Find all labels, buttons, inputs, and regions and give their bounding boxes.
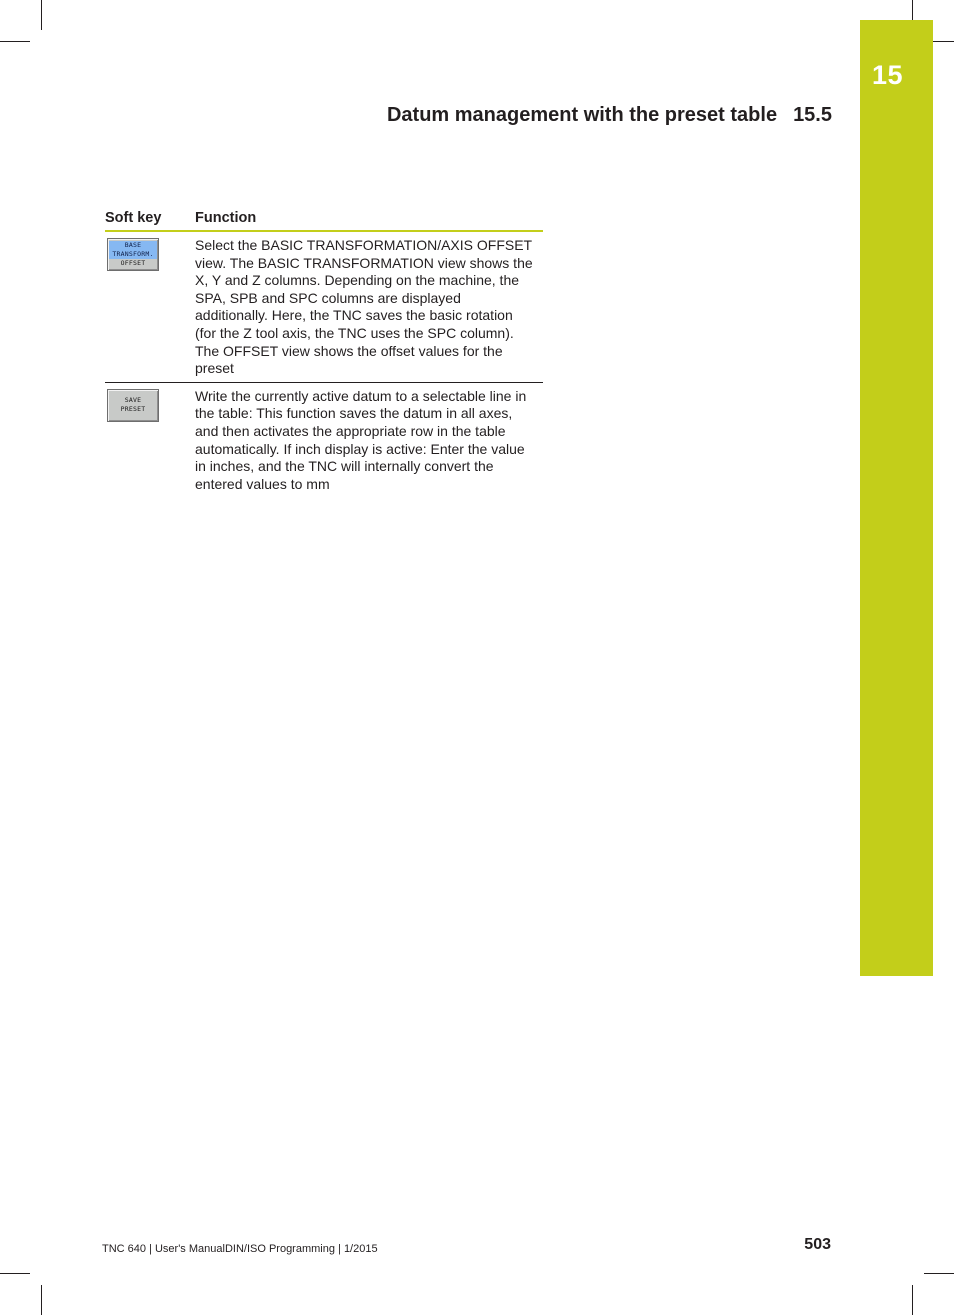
table-row [105,232,543,383]
function-description: Select the BASIC TRANSFORMATION/AXIS OFFSET view. The BASIC TRANSFORMATION view shows the X, Y and Z columns. Depending on the machine, the SPA, SPB and SPC columns are displayed additionally. Here, the TNC saves the basic rotation (for the Z tool axis, the TNC uses the SPC column). The OFFSET view shows the offset values for the preset [195,237,533,377]
chapter-number: 15 [872,60,904,90]
table-header [105,210,543,232]
running-header [387,104,832,127]
crop-mark [912,1285,913,1315]
crop-mark [0,1273,30,1274]
function-description: Write the currently active datum to a selectable line in the table: This function saves the datum in all axes, and then activates the appropriate row in the table automatically. If inch display is active: Enter the value in inches, and the TNC will internally convert the entered values to mm [195,387,527,492]
header-title: Datum management with the preset table [386,104,778,126]
crop-mark [41,1285,42,1315]
softkey-function-table [105,210,543,497]
column-header-softkey: Soft key [105,210,162,226]
crop-mark [0,41,30,42]
header-section: 15.5 [793,104,832,126]
page-number: 503 [804,1236,831,1253]
save-preset-softkey-icon: SAVE PRESET [107,389,159,422]
crop-mark [41,0,42,30]
table-row [105,383,543,498]
crop-mark [924,1273,954,1274]
column-header-function: Function [195,210,257,226]
base-transform-offset-softkey-icon: BASE TRANSFORM. OFFSET [107,238,159,271]
footer-text: TNC 640 | User's ManualDIN/ISO Programming | 1/2015 [102,1243,378,1255]
chapter-tab [860,20,933,976]
